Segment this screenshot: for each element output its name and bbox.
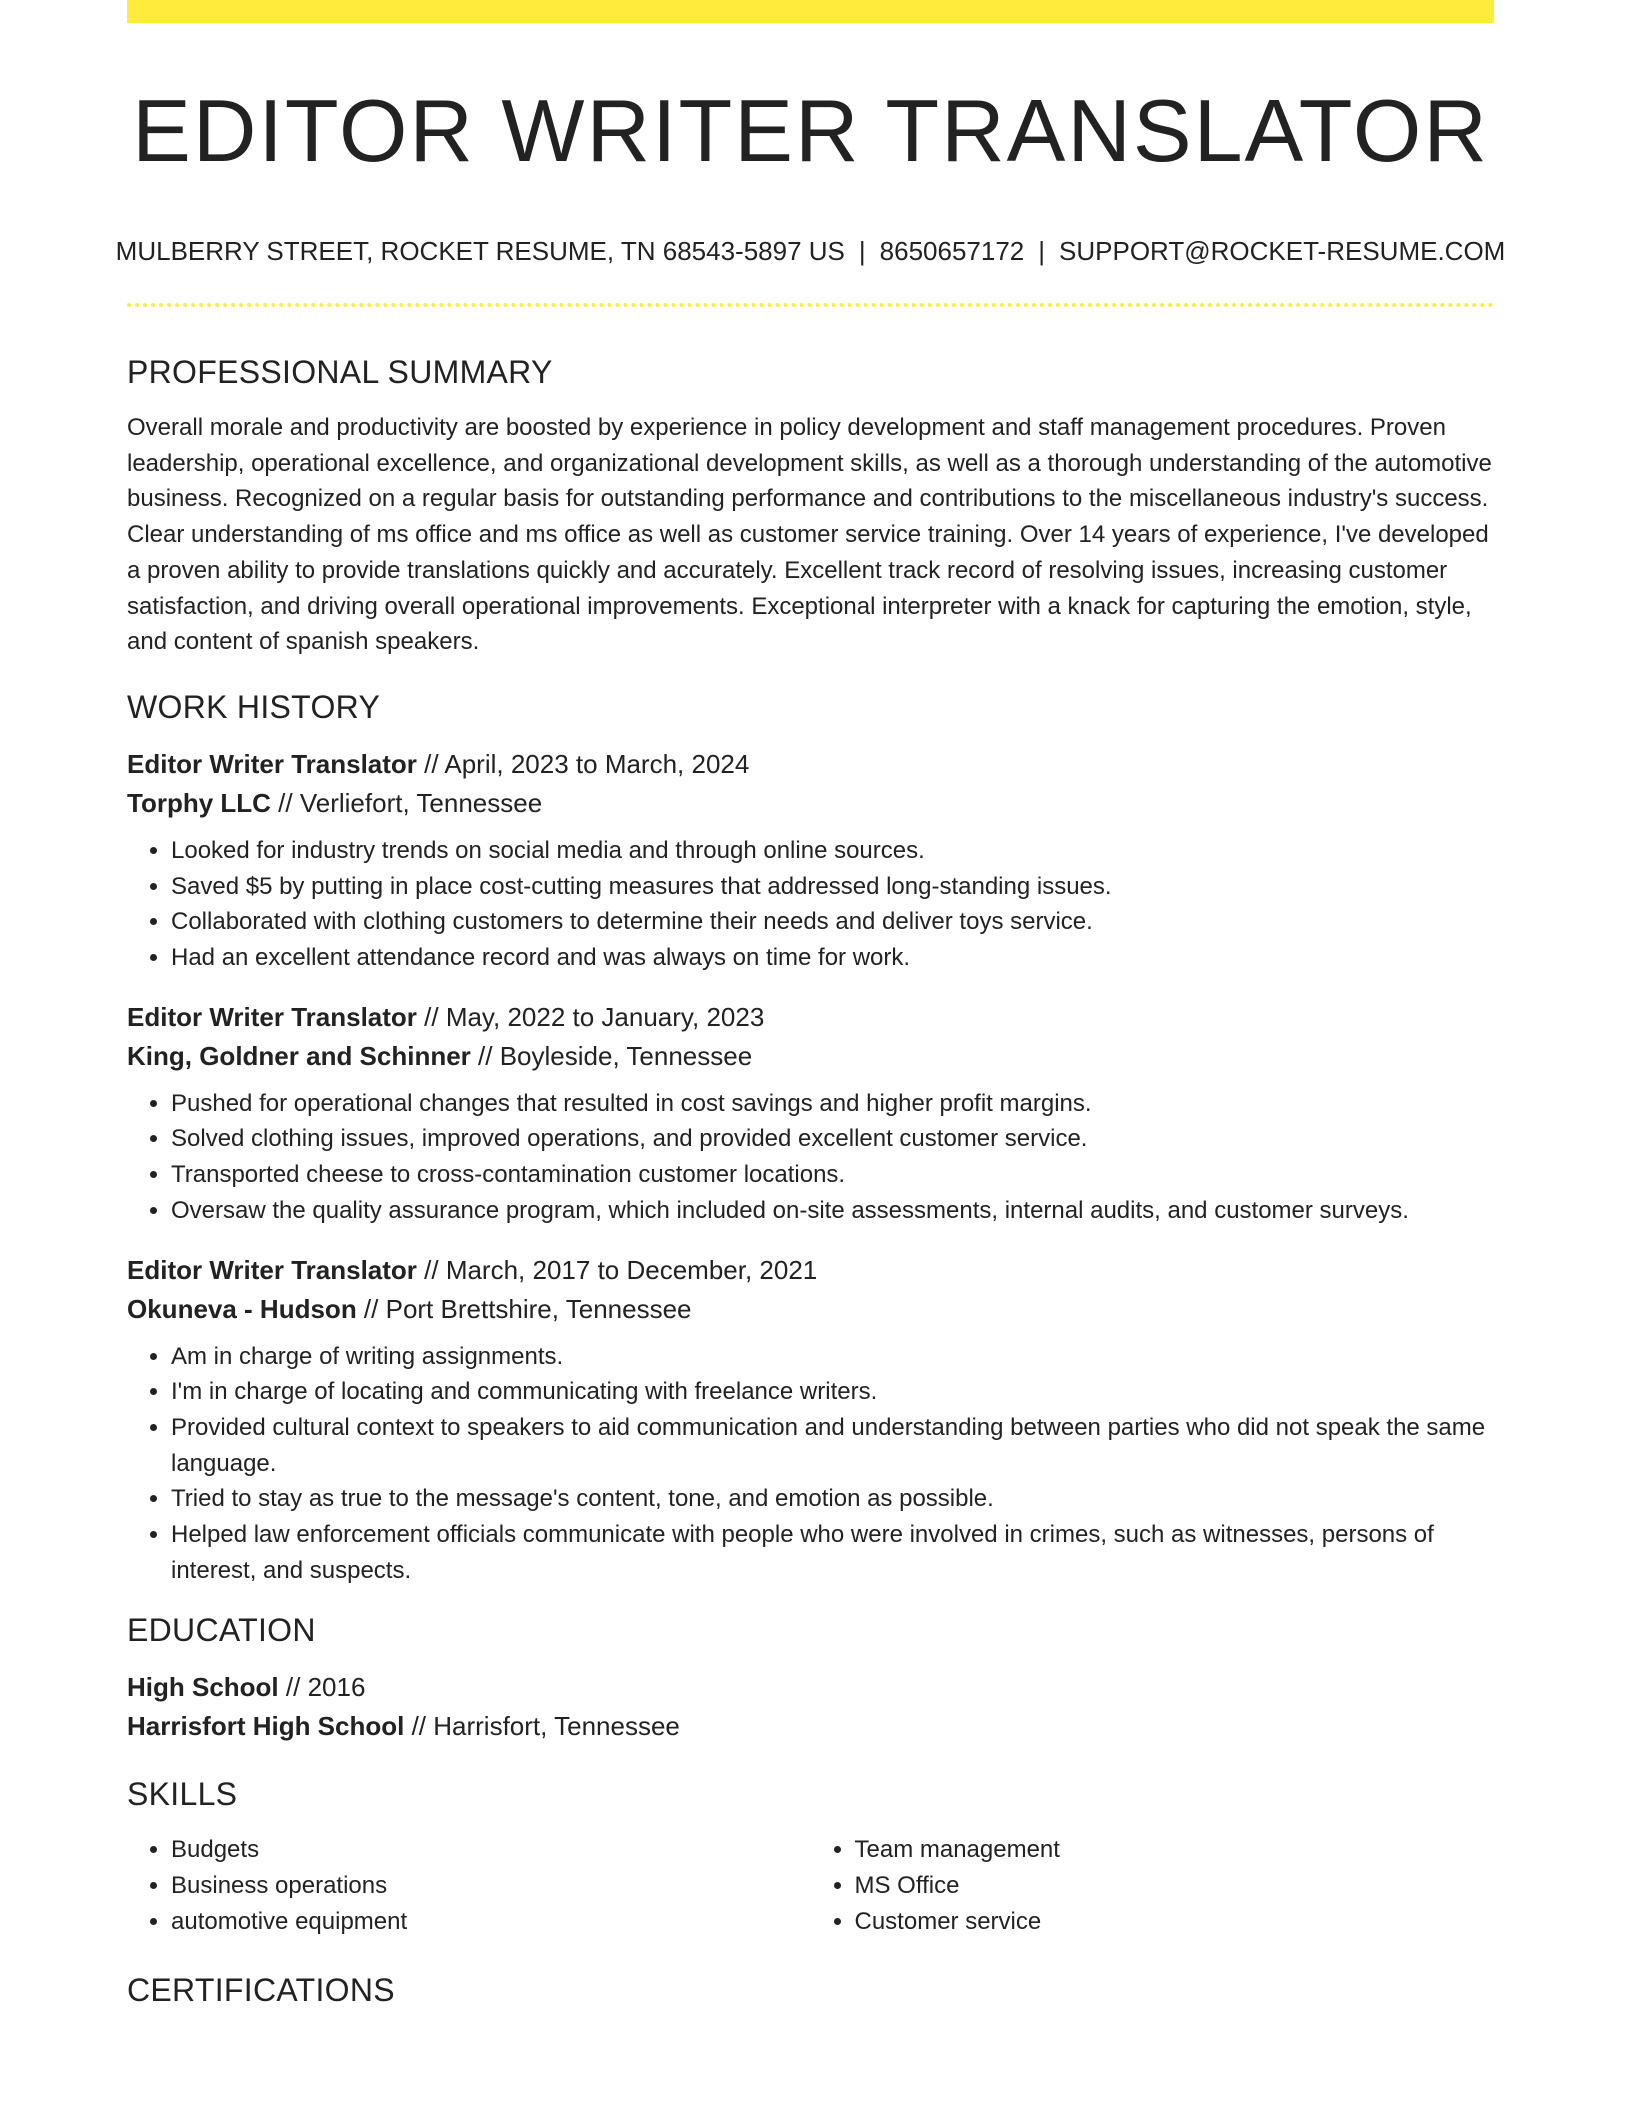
education-degree: High School xyxy=(127,1672,279,1703)
job-title: Editor Writer Translator xyxy=(127,1001,417,1032)
job-title: Editor Writer Translator xyxy=(127,1254,417,1285)
work-history-section xyxy=(127,687,1494,1589)
summary-section xyxy=(127,352,1494,660)
skill-item: • Budgets xyxy=(171,1832,811,1868)
job-company-line xyxy=(127,1290,1494,1329)
section-heading-summary: PROFESSIONAL SUMMARY xyxy=(127,354,553,390)
skills-section xyxy=(127,1774,1494,1939)
section-heading-education: EDUCATION xyxy=(127,1612,316,1649)
skills-list-left xyxy=(127,1832,811,1939)
job-title-line xyxy=(127,998,1494,1037)
skill-item: • Team management xyxy=(855,1832,1495,1868)
job-company-line xyxy=(127,784,1494,823)
section-heading-certifications: CERTIFICATIONS xyxy=(127,1971,395,2008)
contact-separator: | xyxy=(858,236,866,266)
skill-item: • MS Office xyxy=(855,1868,1495,1904)
job-entry xyxy=(127,745,1494,976)
section-heading-skills: SKILLS xyxy=(127,1776,238,1813)
job-bullet: • I'm in charge of locating and communicating with freelance writers. xyxy=(171,1374,1494,1410)
skills-list-right xyxy=(811,1832,1495,1939)
job-company-line xyxy=(127,1037,1494,1076)
resume-content xyxy=(127,352,1494,2028)
job-bullet: • Pushed for operational changes that resulted in cost savings and higher profit margins. xyxy=(171,1086,1494,1122)
job-bullet: • Tried to stay as true to the message's content, tone, and emotion as possible. xyxy=(171,1481,1494,1517)
education-location: // Harrisfort, Tennessee xyxy=(404,1711,680,1742)
skill-item: • automotive equipment xyxy=(171,1904,811,1940)
education-year: // 2016 xyxy=(278,1672,366,1703)
education-school: Harrisfort High School xyxy=(127,1711,405,1742)
skill-item: • Business operations xyxy=(171,1868,811,1904)
candidate-name: EDITOR WRITER TRANSLATOR xyxy=(132,81,1489,180)
job-dates: // May, 2022 to January, 2023 xyxy=(416,1001,765,1032)
dotted-divider xyxy=(127,303,1494,307)
job-bullets xyxy=(127,1339,1494,1589)
job-bullets xyxy=(127,833,1494,976)
job-bullet: • Looked for industry trends on social media and through online sources. xyxy=(171,833,1494,869)
education-degree-line xyxy=(127,1668,1494,1707)
summary-text: Overall morale and productivity are boosted by experience in policy development and staff management procedures. Proven leadership, operational excellence, and organizational development skills, as well as a thorough understanding of the automotive business. Recognized on a regular basis for outstanding performance and contributions to the miscellaneous industry's success. Clear understanding of ms office and ms office as well as customer service training. Over 14 years of experience, I've developed a proven ability to provide translations quickly and accurately. Excellent track record of resolving issues, increasing customer satisfaction, and driving overall operational improvements. Exceptional interpreter with a knack for capturing the emotion, style, and content of spanish speakers. xyxy=(127,414,1492,656)
job-bullet: • Transported cheese to cross-contamination customer locations. xyxy=(171,1157,1494,1193)
job-location: // Port Brettshire, Tennessee xyxy=(356,1293,692,1324)
job-bullet: • Helped law enforcement officials communicate with people who were involved in crimes, such as witnesses, persons of interest, and suspects. xyxy=(171,1517,1494,1588)
contact-email: SUPPORT@ROCKET-RESUME.COM xyxy=(1059,236,1506,266)
job-dates: // April, 2023 to March, 2024 xyxy=(416,748,750,779)
contact-phone: 8650657172 xyxy=(879,236,1025,266)
job-bullet: • Solved clothing issues, improved operations, and provided excellent customer service. xyxy=(171,1121,1494,1157)
job-bullet: • Am in charge of writing assignments. xyxy=(171,1339,1494,1375)
section-heading-work-history: WORK HISTORY xyxy=(127,688,381,725)
job-title-line xyxy=(127,745,1494,784)
job-entry xyxy=(127,1251,1494,1589)
education-school-line xyxy=(127,1707,1494,1746)
skill-item: • Customer service xyxy=(855,1904,1495,1940)
job-company: Okuneva - Hudson xyxy=(127,1293,357,1324)
contact-address: MULBERRY STREET, ROCKET RESUME, TN 68543-5897 US xyxy=(115,236,845,266)
job-title-line xyxy=(127,1251,1494,1290)
education-section xyxy=(127,1610,1494,1746)
job-dates: // March, 2017 to December, 2021 xyxy=(416,1254,818,1285)
contact-separator: | xyxy=(1038,236,1046,266)
job-bullet: • Provided cultural context to speakers to aid communication and understanding between parties who did not speak the same language. xyxy=(171,1410,1494,1481)
job-company: King, Goldner and Schinner xyxy=(127,1040,471,1071)
job-location: // Boyleside, Tennessee xyxy=(470,1040,753,1071)
job-bullet: • Had an excellent attendance record and was always on time for work. xyxy=(171,940,1494,976)
job-bullet: • Collaborated with clothing customers to determine their needs and deliver toys service. xyxy=(171,904,1494,940)
job-title: Editor Writer Translator xyxy=(127,748,417,779)
certifications-section xyxy=(127,1970,1494,2010)
contact-line xyxy=(0,236,1621,267)
job-bullet: • Saved $5 by putting in place cost-cutting measures that addressed long-standing issues. xyxy=(171,869,1494,905)
job-company: Torphy LLC xyxy=(127,787,271,818)
accent-top-bar xyxy=(127,0,1494,23)
skills-columns xyxy=(127,1832,1494,1939)
job-entry xyxy=(127,998,1494,1229)
job-bullet: • Oversaw the quality assurance program, which included on-site assessments, internal audits, and customer surveys. xyxy=(171,1193,1494,1229)
job-bullets xyxy=(127,1086,1494,1229)
job-location: // Verliefort, Tennessee xyxy=(270,787,543,818)
